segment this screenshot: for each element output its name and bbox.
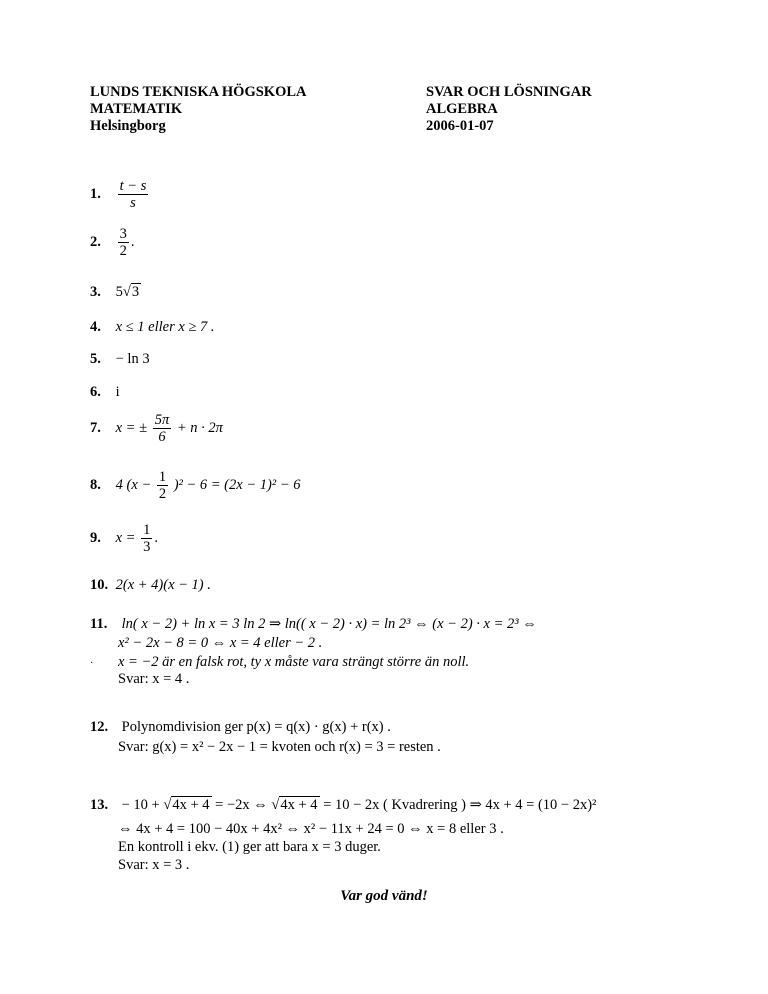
answer-13-answer: Svar: x = 3 . (118, 857, 190, 873)
answer-11-line-2: x² − 2x − 8 = 0 ⇔ x = 4 eller − 2 . (118, 635, 323, 651)
exam-date: 2006-01-07 (426, 118, 494, 134)
answer-12: 12. Polynomdivision ger p(x) = q(x) · g(x) + r(x) . (90, 719, 391, 735)
department: MATEMATIK (90, 101, 183, 117)
answer-12-answer: Svar: g(x) = x² − 2x − 1 = kvoten och r(x) = 3 = resten . (118, 739, 441, 755)
footer-note: Var god vänd! (340, 888, 428, 904)
answer-7: 7. x = ± $\frac{5\pi}{6}$ + n · 2π (90, 412, 223, 445)
answer-13-line-3: En kontroll i ekv. (1) ger att bara x = 3 duger. (118, 839, 381, 855)
answer-8: 8. 4 (x − $\frac{1}{2}$ )² − 6 = (2x − 1)² − 6 (90, 469, 301, 502)
answer-10: 10. 2(x + 4)(x − 1) . (90, 577, 211, 593)
answer-6: 6. i (90, 384, 120, 400)
answer-11: 11. ln( x − 2) + ln x = 3 ln 2 ⇒ ln(( x − 2) · x) = ln 2³ ⇔ (x − 2) · x = 2³ ⇔ (90, 616, 537, 632)
radical: 4x + 4 (280, 797, 318, 813)
fraction: $\frac{t - s}{s}$ (119, 178, 147, 211)
answer-13: 13. − 10 + √4x + 4 = −2x ⇔ √4x + 4 = 10 − 2x ( Kvadrering ) ⇒ 4x + 4 = (10 − 2x)² (90, 797, 597, 813)
radical: 3 (131, 284, 140, 300)
fraction: $\frac{1}{3}$ (143, 522, 151, 555)
fraction: $\frac{1}{2}$ (158, 469, 167, 502)
answer-9: 9. x = $\frac{1}{3}$ . (90, 522, 158, 555)
answer-5: 5. − ln 3 (90, 351, 150, 367)
radical: 4x + 4 (172, 797, 210, 813)
fraction: $\frac{3}{2}$ (119, 226, 127, 259)
course: ALGEBRA (426, 101, 498, 117)
header-right (426, 84, 592, 135)
answer-4: 4. x ≤ 1 eller x ≥ 7 . (90, 319, 215, 335)
answer-2: 2. $\frac{3}{2}$ . (90, 226, 135, 259)
fraction: $\frac{5\pi}{6}$ (154, 412, 170, 445)
location: Helsingborg (90, 118, 166, 134)
doc-title: SVAR OCH LÖSNINGAR (426, 84, 592, 100)
answer-3: 3. 5√3 (90, 284, 140, 300)
answer-1: 1. $\frac{t - s}{s}$ (90, 178, 147, 211)
header-left (90, 84, 307, 135)
bullet: · (90, 658, 94, 669)
answer-13-line-2: ⇔ 4x + 4 = 100 − 40x + 4x² ⇔ x² − 11x + 24 = 0 ⇔ x = 8 eller 3 . (118, 821, 504, 837)
answer-11-answer: Svar: x = 4 . (118, 671, 190, 687)
answer-11-line-3: x = −2 är en falsk rot, ty x måste vara strängt större än noll. (118, 654, 470, 670)
institution: LUNDS TEKNISKA HÖGSKOLA (90, 84, 307, 100)
